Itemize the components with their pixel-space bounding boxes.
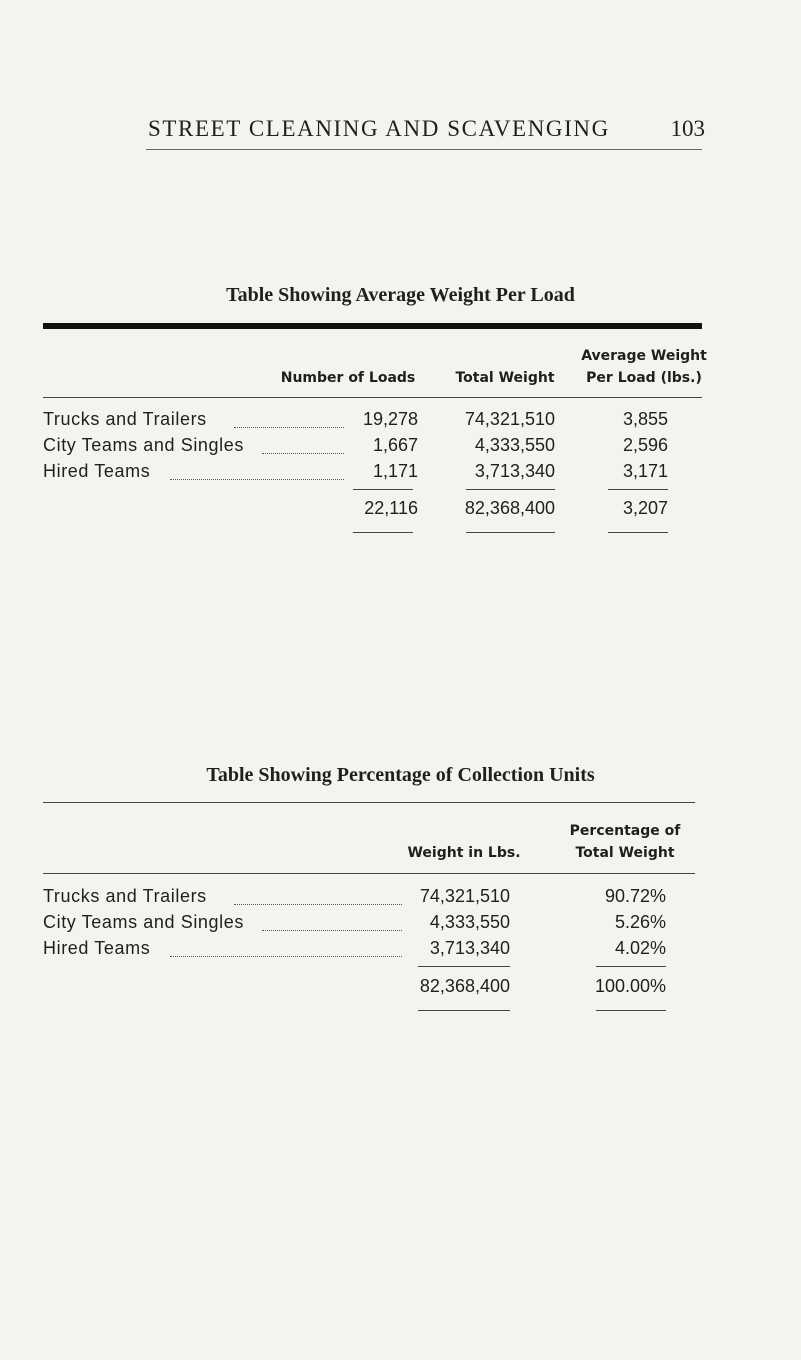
table2-top-rule <box>43 802 695 803</box>
table1-end-rule-weight <box>466 532 555 533</box>
running-title: STREET CLEANING AND SCAVENGING <box>148 116 610 141</box>
table1-row-loads: 1,667 <box>372 435 418 455</box>
table1-title: Table Showing Average Weight Per Load <box>226 284 575 306</box>
header-rule <box>146 149 702 150</box>
table2-row-label: Trucks and Trailers <box>43 886 207 906</box>
table1-row-label: Trucks and Trailers <box>43 409 207 429</box>
table2-total-weight: 82,368,400 <box>419 976 510 996</box>
table2-title: Table Showing Percentage of Collection Units <box>206 764 595 786</box>
table2-row-pct: 5.26% <box>614 912 666 932</box>
table1-row-loads: 19,278 <box>362 409 418 429</box>
table1-sum-rule-avg <box>608 489 668 490</box>
table2-row-leader <box>234 904 402 905</box>
table1-end-rule-avg <box>608 532 668 533</box>
table1-row-leader <box>170 479 344 480</box>
table1-total-loads: 22,116 <box>364 498 418 518</box>
table2-col-pct-line1: Percentage of <box>569 823 681 839</box>
table1-top-rule <box>43 323 702 329</box>
table2-row-pct: 90.72% <box>604 886 666 906</box>
table2-row-leader <box>170 956 402 957</box>
table1-row-label: City Teams and Singles <box>43 435 244 455</box>
table2-sum-rule-pct <box>596 966 666 967</box>
table2-row-weight: 3,713,340 <box>429 938 510 958</box>
table1-sum-rule-loads <box>353 489 413 490</box>
table2-end-rule-weight <box>418 1010 510 1011</box>
table1-row-weight: 74,321,510 <box>464 409 555 429</box>
page-number: 103 <box>670 116 705 141</box>
table2-row-label: Hired Teams <box>43 938 151 958</box>
table2-total-pct: 100.00% <box>594 976 666 996</box>
table1-col-loads: Number of Loads <box>280 370 416 386</box>
table2-col-weight: Weight in Lbs. <box>407 845 521 861</box>
table1-row-weight: 3,713,340 <box>474 461 555 481</box>
table1-col-avg-line1: Average Weight <box>581 348 707 364</box>
table1-total-weight: 82,368,400 <box>464 498 555 518</box>
table1-col-avg-line2: Per Load (lbs.) <box>586 370 702 386</box>
table1-row-weight: 4,333,550 <box>474 435 555 455</box>
table1-row-label: Hired Teams <box>43 461 151 481</box>
table1-row-leader <box>234 427 344 428</box>
table1-col-weight: Total Weight <box>455 370 555 386</box>
table1-total-avg: 3,207 <box>622 498 668 518</box>
table2-row-weight: 4,333,550 <box>429 912 510 932</box>
table2-row-pct: 4.02% <box>614 938 666 958</box>
table1-sum-rule-weight <box>466 489 555 490</box>
table1-row-loads: 1,171 <box>372 461 418 481</box>
table2-end-rule-pct <box>596 1010 666 1011</box>
table2-row-leader <box>262 930 402 931</box>
table1-end-rule-loads <box>353 532 413 533</box>
table1-head-rule <box>43 397 702 398</box>
table1-row-avg: 2,596 <box>622 435 668 455</box>
table2-head-rule <box>43 873 695 874</box>
table2-col-pct-line2: Total Weight <box>575 845 675 861</box>
table1-row-avg: 3,855 <box>622 409 668 429</box>
table1-row-avg: 3,171 <box>622 461 668 481</box>
table2-row-weight: 74,321,510 <box>419 886 510 906</box>
table2-row-label: City Teams and Singles <box>43 912 244 932</box>
table2-sum-rule-weight <box>418 966 510 967</box>
